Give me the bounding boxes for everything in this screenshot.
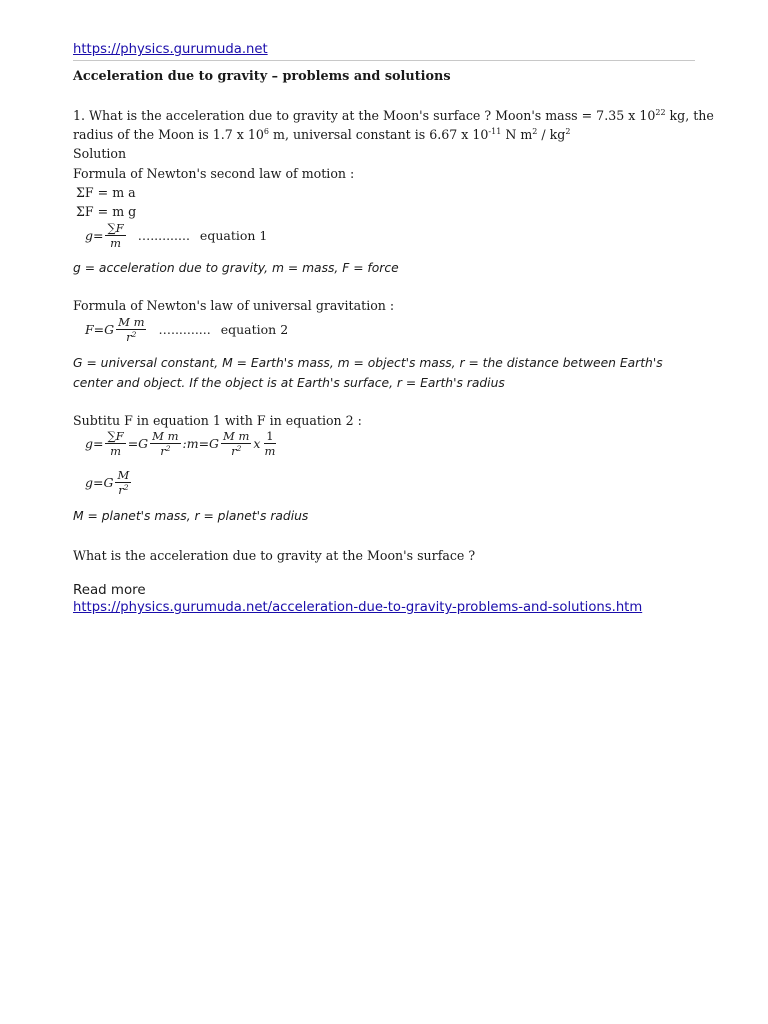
question-repeat: What is the acceleration due to gravity at the Moon's surface ? (73, 548, 476, 563)
eq2-description-line-2: center and object. If the object is at Earth's surface, r = Earth's radius (73, 376, 505, 390)
eq2-numerator: M m (118, 315, 145, 329)
eq2-dots: ….......... (158, 322, 211, 338)
equation-sum-f-mg: ΣF = m g (76, 204, 137, 219)
eq2-label: equation 2 (220, 322, 289, 338)
question-line-2: radius of the Moon is 1.7 x $10^6$ m, universal constant is 6.67 x $10^{-11}$ N $m^2 / kg^2$ (73, 127, 571, 142)
eq3-fraction-4-numerator: 1 (266, 429, 274, 443)
equation-3 (85, 430, 279, 457)
eq3-times: x (253, 436, 261, 452)
eq4-fraction (115, 469, 131, 496)
eq4-numerator: M (117, 468, 130, 482)
eq1-description: g = acceleration due to gravity, m = mass, F = force (73, 261, 399, 275)
header-divider (73, 60, 695, 61)
eq2-denominator: $r^2$ (126, 330, 137, 345)
equation-sum-f-ma: ΣF = m a (76, 185, 136, 200)
eq4-denominator: $r^2$ (118, 483, 129, 498)
eq3-fraction-4 (262, 430, 277, 457)
eq2-fraction (116, 316, 146, 343)
read-more-label: Read more (73, 583, 146, 598)
eq3-g: g= (85, 436, 104, 452)
eq3-fraction-2-denominator: $r^2$ (160, 444, 171, 459)
document-title: Acceleration due to gravity – problems and solutions (73, 69, 451, 84)
gravitation-intro: Formula of Newton's law of universal gravitation : (73, 298, 395, 313)
newton-second-law-intro: Formula of Newton's second law of motion : (73, 166, 355, 181)
substitution-intro: Subtitu F in equation 1 with F in equation 2 : (73, 413, 362, 428)
equation-4 (85, 469, 133, 496)
eq3-fraction-1 (105, 430, 125, 457)
eq3-fraction-1-denominator: m (110, 444, 122, 459)
eq3-equals-g: =G (127, 436, 149, 452)
eq3-fraction-2-numerator: M m (152, 429, 179, 443)
equation-1 (85, 222, 267, 249)
eq3-fraction-3-numerator: M m (223, 429, 250, 443)
eq3-divide-m: :m=G (182, 436, 220, 452)
header-url-link[interactable]: https://physics.gurumuda.net (73, 42, 268, 57)
eq3-fraction-2 (150, 430, 180, 457)
eq3-fraction-3-denominator: $r^2$ (231, 444, 242, 459)
eq3-fraction-4-denominator: m (264, 444, 276, 459)
eq3-fraction-3 (221, 430, 251, 457)
eq4-lhs: g=G (85, 475, 114, 491)
eq3-fraction-1-numerator: ∑F (107, 429, 124, 443)
equation-2 (85, 316, 288, 343)
eq1-lhs: g= (85, 228, 104, 244)
eq1-denominator: m (110, 236, 122, 251)
eq1-dots: ….......... (137, 228, 190, 244)
eq4-description: M = planet's mass, r = planet's radius (73, 509, 309, 523)
eq2-description-line-1: G = universal constant, M = Earth's mass, m = object's mass, r = the distance between Earth's (73, 356, 663, 370)
question-line-1: 1. What is the acceleration due to gravity at the Moon's surface ? Moon's mass = 7.35 x $10^{22}$ kg, the (73, 108, 714, 123)
read-more-link[interactable]: https://physics.gurumuda.net/acceleration-due-to-gravity-problems-and-solutions.htm (73, 600, 643, 615)
eq1-label: equation 1 (199, 228, 268, 244)
eq1-fraction (105, 222, 125, 249)
eq2-lhs: F=G (85, 322, 115, 338)
eq1-numerator: ∑F (107, 221, 124, 235)
solution-label: Solution (73, 146, 127, 161)
